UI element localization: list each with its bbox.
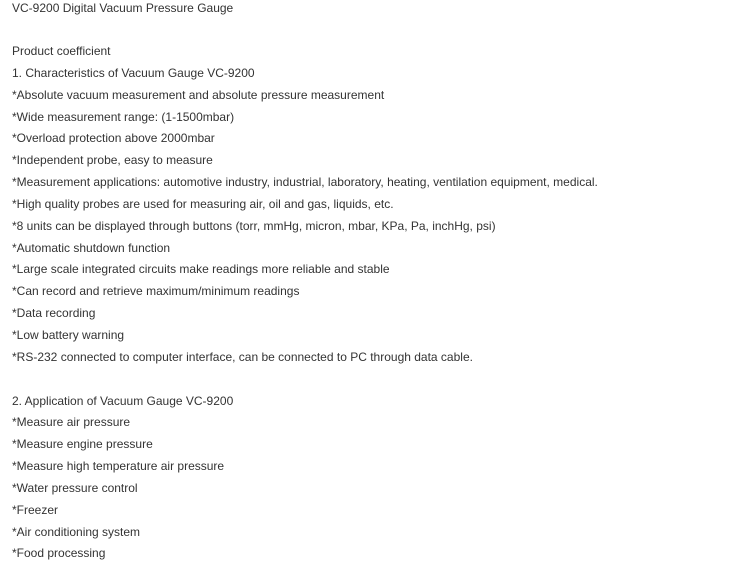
list-item: *Measurement applications: automotive industry, industrial, laboratory, heating, ventilation equipment, medical. [12, 175, 598, 190]
list-item: *Automatic shutdown function [12, 240, 171, 255]
product-description [12, 0, 724, 565]
list-item: *Measure high temperature air pressure [12, 459, 225, 474]
list-item: *High quality probes are used for measuring air, oil and gas, liquids, etc. [12, 196, 394, 211]
list-item: *Water pressure control [12, 480, 138, 495]
list-item: *Can record and retrieve maximum/minimum readings [12, 284, 300, 299]
list-item: *Food processing [12, 546, 106, 561]
page-title: VC-9200 Digital Vacuum Pressure Gauge [12, 1, 234, 15]
section-spacer [12, 369, 724, 391]
list-item: *Wide measurement range: (1-1500mbar) [12, 109, 235, 124]
list-item: *Large scale integrated circuits make readings more reliable and stable [12, 262, 390, 277]
intro-text: Product coefficient [12, 44, 111, 58]
list-item: *Measure air pressure [12, 415, 131, 430]
list-item: *Absolute vacuum measurement and absolute pressure measurement [12, 87, 385, 102]
section-1-heading: 1. Characteristics of Vacuum Gauge VC-9200 [12, 65, 255, 80]
list-item: *Freezer [12, 502, 59, 517]
list-item: *Low battery warning [12, 327, 125, 342]
section-2-heading: 2. Application of Vacuum Gauge VC-9200 [12, 393, 234, 408]
list-item: *Independent probe, easy to measure [12, 153, 213, 168]
list-item: *Overload protection above 2000mbar [12, 131, 215, 146]
list-item: *Air conditioning system [12, 524, 141, 539]
list-item: *Data recording [12, 306, 96, 321]
list-item: *8 units can be displayed through buttons (torr, mmHg, micron, mbar, KPa, Pa, inchHg, psi) [12, 218, 496, 233]
list-item: *RS-232 connected to computer interface, can be connected to PC through data cable. [12, 349, 473, 364]
list-item: *Measure engine pressure [12, 437, 153, 452]
